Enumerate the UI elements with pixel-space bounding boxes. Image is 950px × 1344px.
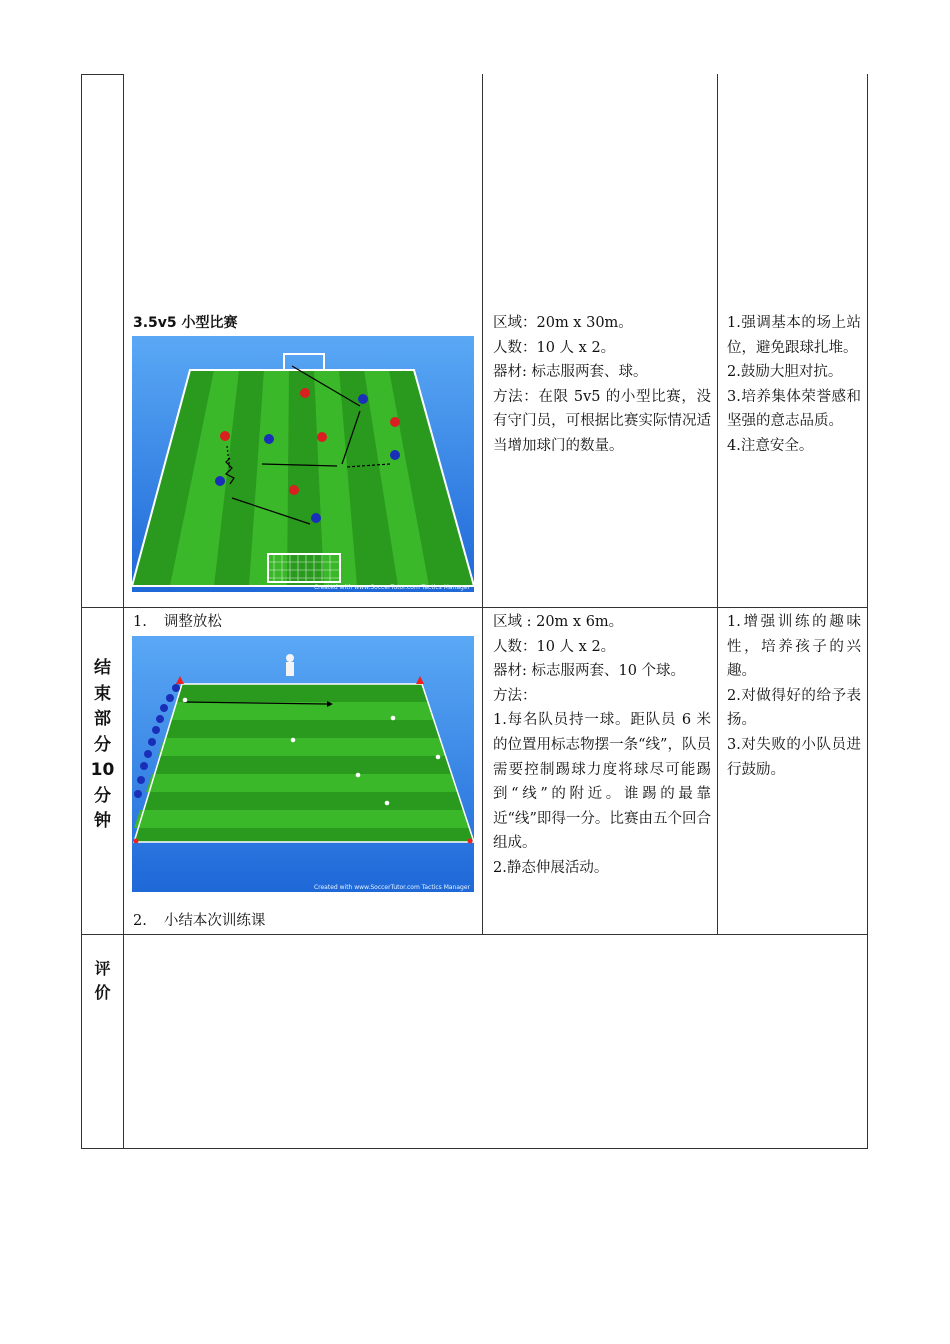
item-2 <box>133 909 473 934</box>
item-1-number: 1. <box>133 614 147 630</box>
item-2-number: 2. <box>133 913 147 929</box>
table-col3-divider <box>717 74 718 935</box>
svg-text:Created with www.SoccerTutor.c: Created with www.SoccerTutor.com Tactics Manager <box>313 584 470 591</box>
note-2: 2.鼓励大胆对抗。 <box>727 364 843 381</box>
item-1 <box>133 610 473 635</box>
method-column-row1 <box>493 311 711 459</box>
notes-column-row1 <box>727 311 861 459</box>
item-2-text: 小结本次训练课 <box>163 913 266 929</box>
svg-text:Created with www.SoccerTutor.c: Created with www.SoccerTutor.com Tactics Manager <box>313 884 470 891</box>
coach-figure <box>286 654 294 676</box>
notes-column-row2 <box>727 610 861 782</box>
method-column-row2 <box>493 610 711 881</box>
note-1: 1.强调基本的场上站位，避免跟球扎堆。 <box>727 315 861 356</box>
method-step-1: 1.每名队员持一球。距队员 6 米的位置用标志物摆一条“线”，队员需要控制踢球力度将球尽可能踢到“线”的附近。谁踢的最靠近“线”即得一分。比赛由五个回合组成。 <box>493 712 711 852</box>
table-col2-divider <box>482 74 483 935</box>
section-label-ending: 结 束 部 分 10 分 钟 <box>90 658 115 831</box>
section-label-evaluation: 评 价 <box>94 959 111 1002</box>
method-heading: 方法： <box>493 687 537 704</box>
players-line: 人数：10 人 x 2。 <box>493 339 616 356</box>
note-3: 3.对失败的小队员进行鼓励。 <box>727 736 861 778</box>
table-top-stub <box>81 74 124 75</box>
small-sided-game-diagram <box>132 336 474 592</box>
area-line: 区域：20m x 30m。 <box>493 315 633 331</box>
table-bottom-border <box>81 1148 868 1149</box>
content-title: 3.5v5 小型比赛 <box>133 315 238 331</box>
item-1-text: 调整放松 <box>163 614 222 630</box>
table-col1-divider <box>123 74 124 1149</box>
area-line: 区域 : 20m x 6m。 <box>493 614 624 630</box>
equipment-line: 器材: 标志服两套、10 个球。 <box>493 663 686 680</box>
players-line: 人数：10 人 x 2。 <box>493 638 616 655</box>
passing-accuracy-diagram <box>132 636 474 892</box>
table-right-border <box>867 74 868 1149</box>
note-1: 1.增强训练的趣味性，培养孩子的兴趣。 <box>727 614 861 680</box>
method-line: 方法：在限 5v5 的小型比赛，没有守门员，可根据比赛实际情况适当增加球门的数量。 <box>493 388 711 454</box>
table-row-divider-1 <box>81 607 868 608</box>
table-row-divider-2 <box>81 934 868 935</box>
note-3: 3.培养集体荣誉感和坚强的意志品质。 <box>727 388 861 430</box>
equipment-line: 器材: 标志服两套、球。 <box>493 364 648 381</box>
note-2: 2.对做得好的给予表扬。 <box>727 687 861 729</box>
note-4: 4.注意安全。 <box>727 437 814 454</box>
method-step-2: 2.静态伸展活动。 <box>493 859 609 876</box>
